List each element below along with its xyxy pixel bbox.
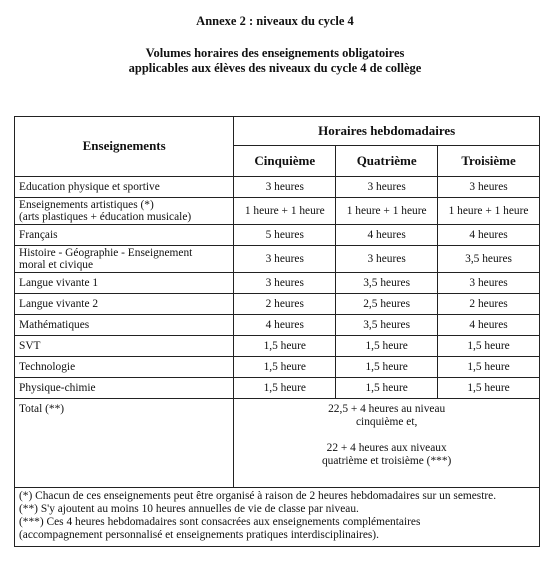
table-row [15,198,540,225]
subject-cell [15,225,234,246]
hours-cell: 5 heures [234,225,336,246]
hours-cell: 3 heures [234,273,336,294]
total-value [234,399,540,488]
subject-label: Mathématiques [19,318,90,331]
subject-cell [15,294,234,315]
column-header-subjects: Enseignements [15,117,234,177]
table-row [15,225,540,246]
subject-label: Technologie [19,360,76,373]
subject-label: Français [19,228,58,241]
column-header-cinquieme: Cinquième [234,146,336,177]
subject-cell [15,273,234,294]
total-line: cinquième et, [355,416,418,428]
table-row [15,336,540,357]
notes-row [15,488,540,547]
total-line: quatrième et troisième (***) [321,455,452,467]
table-row [15,294,540,315]
column-header-troisieme: Troisième [438,146,540,177]
hours-cell: 3,5 heures [438,246,540,273]
hours-cell: 1 heure + 1 heure [438,198,540,225]
subject-cell [15,378,234,399]
table-row [15,378,540,399]
total-line: 22 + 4 heures aux niveaux [326,442,447,454]
document-title-line-2: applicables aux élèves des niveaux du cycle 4 de collège [128,61,422,75]
subject-label: Histoire - Géographie - Enseignement [19,246,193,259]
table-row [15,357,540,378]
table-row [15,315,540,336]
hours-cell: 4 heures [438,225,540,246]
subject-label: Physique-chimie [19,381,96,394]
table-row [15,177,540,198]
footnote: (*) Chacun de ces enseignements peut être organisé à raison de 2 heures hebdomadaires sur un semestre. [19,490,497,502]
hours-cell: 4 heures [336,225,438,246]
subject-label: Langue vivante 1 [19,276,99,289]
column-group-header-weekly-hours: Horaires hebdomadaires [234,117,540,146]
footnote: (**) S'y ajoutent au moins 10 heures annuelles de vie de classe par niveau. [19,503,359,515]
subject-label: (arts plastiques + éducation musicale) [19,211,192,223]
footnotes [15,488,540,547]
subject-label: Education physique et sportive [19,180,160,193]
table-row [15,273,540,294]
subject-label: SVT [19,339,41,352]
total-label: Total (**) [15,399,234,488]
hours-cell: 1,5 heure [438,357,540,378]
total-line: 22,5 + 4 heures au niveau [328,403,446,415]
hours-cell: 1,5 heure [234,378,336,399]
hours-cell: 3 heures [336,177,438,198]
hours-cell: 3 heures [336,246,438,273]
hours-cell: 3,5 heures [336,315,438,336]
subject-label: Langue vivante 2 [19,297,99,310]
subject-label: moral et civique [19,259,94,271]
hours-cell: 1 heure + 1 heure [336,198,438,225]
subject-cell [15,246,234,273]
subject-label: Enseignements artistiques (*) [19,198,154,211]
document-title-line-1: Volumes horaires des enseignements obligatoires [145,46,405,60]
subject-cell [15,177,234,198]
hours-cell: 1 heure + 1 heure [234,198,336,225]
table-row [15,246,540,273]
hours-cell: 1,5 heure [438,336,540,357]
footnote: (accompagnement personnalisé et enseignements pratiques interdisciplinaires). [19,529,379,541]
hours-cell: 1,5 heure [438,378,540,399]
annex-title: Annexe 2 : niveaux du cycle 4 [196,14,354,28]
footnote: (***) Ces 4 heures hebdomadaires sont consacrées aux enseignements complémentaires [19,516,421,528]
subject-cell [15,357,234,378]
total-row [15,399,540,488]
hours-cell: 1,5 heure [234,357,336,378]
hours-cell: 3 heures [438,177,540,198]
subject-cell [15,336,234,357]
hours-cell: 3 heures [234,177,336,198]
hours-table [14,116,540,547]
hours-cell: 4 heures [438,315,540,336]
hours-cell: 3 heures [234,246,336,273]
hours-cell: 2 heures [438,294,540,315]
hours-cell: 3 heures [438,273,540,294]
hours-cell: 1,5 heure [336,336,438,357]
subject-cell [15,198,234,225]
subject-cell [15,315,234,336]
hours-cell: 4 heures [234,315,336,336]
column-header-quatrieme: Quatrième [336,146,438,177]
table-body [15,177,540,399]
hours-cell: 1,5 heure [336,378,438,399]
hours-cell: 2,5 heures [336,294,438,315]
hours-cell: 1,5 heure [234,336,336,357]
hours-cell: 1,5 heure [336,357,438,378]
hours-cell: 2 heures [234,294,336,315]
hours-cell: 3,5 heures [336,273,438,294]
